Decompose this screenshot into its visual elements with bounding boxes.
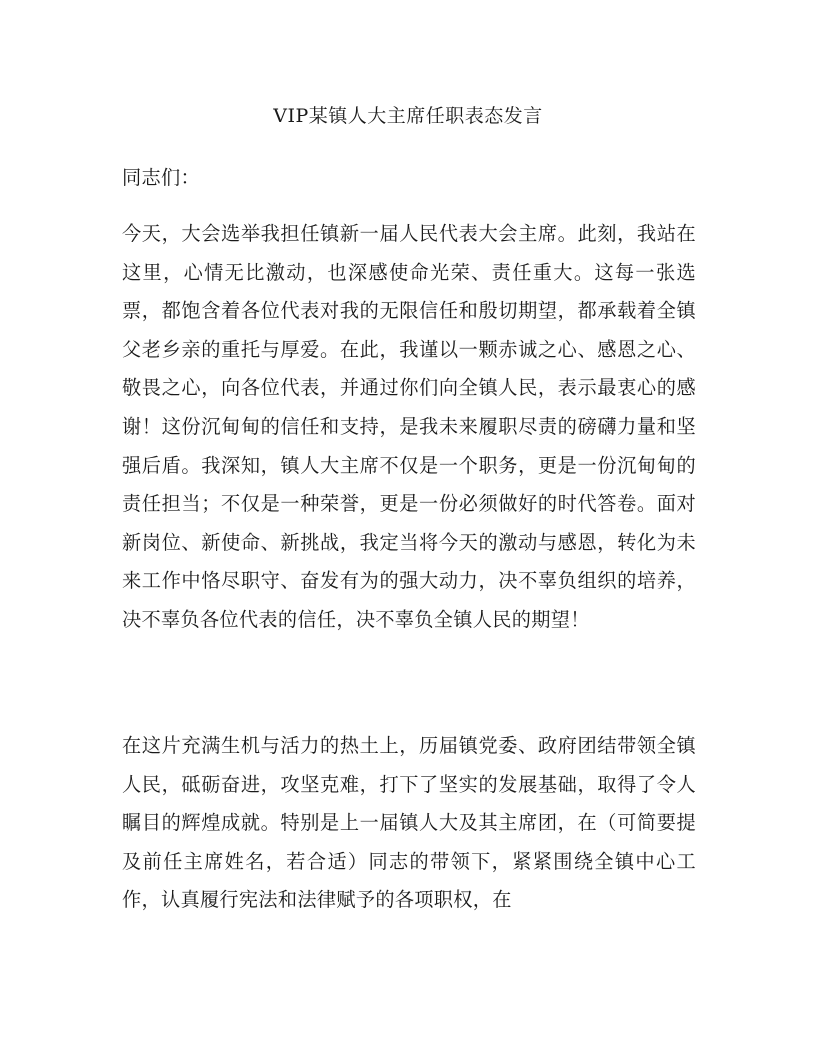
- salutation: 同志们：: [122, 166, 200, 189]
- document-title: VIP某镇人大主席任职表态发言: [273, 105, 543, 127]
- paragraph-2: 在这片充满生机与活力的热土上，历届镇党委、政府团结带领全镇人民，砥砺奋进，攻坚克难，打下了坚实的发展基础，取得了令人瞩目的辉煌成就。特别是上一届镇人大及其主席团，在（可简要提及前任主席姓名，若合适）同志的带领下，紧紧围绕全镇中心工作，认真履行宪法和法律赋予的各项职权，在: [122, 734, 696, 912]
- paragraph-1: 今天，大会选举我担任镇新一届人民代表大会主席。此刻，我站在这里，心情无比激动，也深感使命光荣、责任重大。这每一张选票，都饱含着各位代表对我的无限信任和殷切期望，都承载着全镇父老乡亲的重托与厚爱。在此，我谨以一颗赤诚之心、感恩之心、敬畏之心，向各位代表，并通过你们向全镇人民，表示最衷心的感谢！这份沉甸甸的信任和支持，是我未来履职尽责的磅礴力量和坚强后盾。我深知，镇人大主席不仅是一个职务，更是一份沉甸甸的责任担当；不仅是一种荣誉，更是一份必须做好的时代答卷。面对新岗位、新使命、新挑战，我定当将今天的激动与感恩，转化为未来工作中恪尽职守、奋发有为的强大动力，决不辜负组织的培养，决不辜负各位代表的信任，决不辜负全镇人民的期望！: [122, 222, 696, 631]
